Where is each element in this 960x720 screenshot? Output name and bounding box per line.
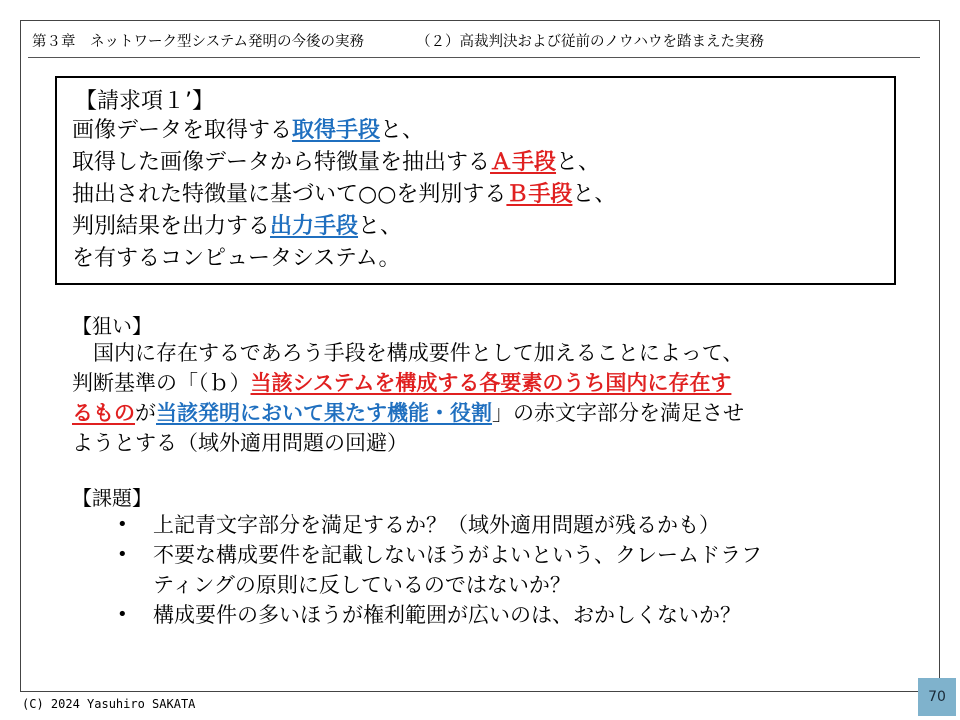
- issue-item-1: 上記青文字部分を満足するか？（域外適用問題が残るかも）: [153, 513, 720, 537]
- header-divider: [28, 57, 920, 58]
- bullet-icon: •: [117, 604, 128, 625]
- claim-title: 【請求項１’】: [75, 89, 214, 114]
- claim-text: と、: [380, 118, 425, 143]
- claim-line-5: を有するコンピュータシステム。: [72, 246, 401, 271]
- b-means-term: Ｂ手段: [506, 182, 573, 207]
- claim-text: 取得した画像データから特徴量を抽出する: [72, 150, 491, 175]
- aim-text: 」の赤文字部分を満足させ: [492, 401, 744, 425]
- a-means-term: Ａ手段: [490, 150, 557, 175]
- bullet-icon: •: [117, 544, 128, 565]
- slide-header: [32, 30, 892, 51]
- claim-text: 画像データを取得する: [72, 118, 293, 143]
- aim-title: 【狙い】: [72, 314, 152, 338]
- aim-blue-text: 当該発明において果たす機能・役割: [156, 401, 492, 425]
- aim-line-1: 国内に存在するであろう手段を構成要件として加えることによって、: [72, 341, 744, 365]
- aim-red-text: るもの: [72, 401, 135, 425]
- claim-line-2: [72, 148, 600, 178]
- copyright-notice: (C) 2024 Yasuhiro SAKATA: [22, 697, 196, 711]
- issue-item-2-line-2: ティングの原則に反しているのではないか？: [153, 573, 571, 597]
- aim-line-3: [72, 398, 744, 428]
- issues-title: 【課題】: [72, 486, 152, 510]
- aim-line-4: ようとする（域外適用問題の回避）: [72, 431, 408, 455]
- aim-line-2: [72, 368, 731, 398]
- aim-red-text: 当該システムを構成する各要素のうち国内に存在す: [250, 371, 732, 395]
- chapter-title: 第３章 ネットワーク型システム発明の今後の実務: [32, 34, 365, 50]
- page-number: 70: [928, 689, 946, 705]
- claim-line-1: [72, 116, 424, 146]
- issue-item-2-line-1: 不要な構成要件を記載しないほうがよいという、クレームドラフ: [153, 543, 762, 567]
- issue-item-3: 構成要件の多いほうが権利範囲が広いのは、おかしくないか？: [153, 603, 741, 627]
- output-means-term: 出力手段: [270, 214, 359, 239]
- aim-text: 判断基準の「（ｂ）: [72, 371, 251, 395]
- claim-text: と、: [572, 182, 617, 207]
- acquisition-means-term: 取得手段: [292, 118, 381, 143]
- page-number-badge: [918, 678, 956, 716]
- section-title: （２）高裁判決および従前のノウハウを踏まえた実務: [416, 34, 765, 50]
- claim-text: と、: [556, 150, 601, 175]
- claim-text: と、: [358, 214, 403, 239]
- claim-text: 抽出された特徴量に基づいて○○を判別する: [72, 182, 507, 207]
- aim-text: が: [135, 401, 156, 425]
- claim-line-3: [72, 180, 616, 210]
- claim-line-4: [72, 212, 402, 242]
- bullet-icon: •: [117, 514, 128, 535]
- claim-text: 判別結果を出力する: [72, 214, 271, 239]
